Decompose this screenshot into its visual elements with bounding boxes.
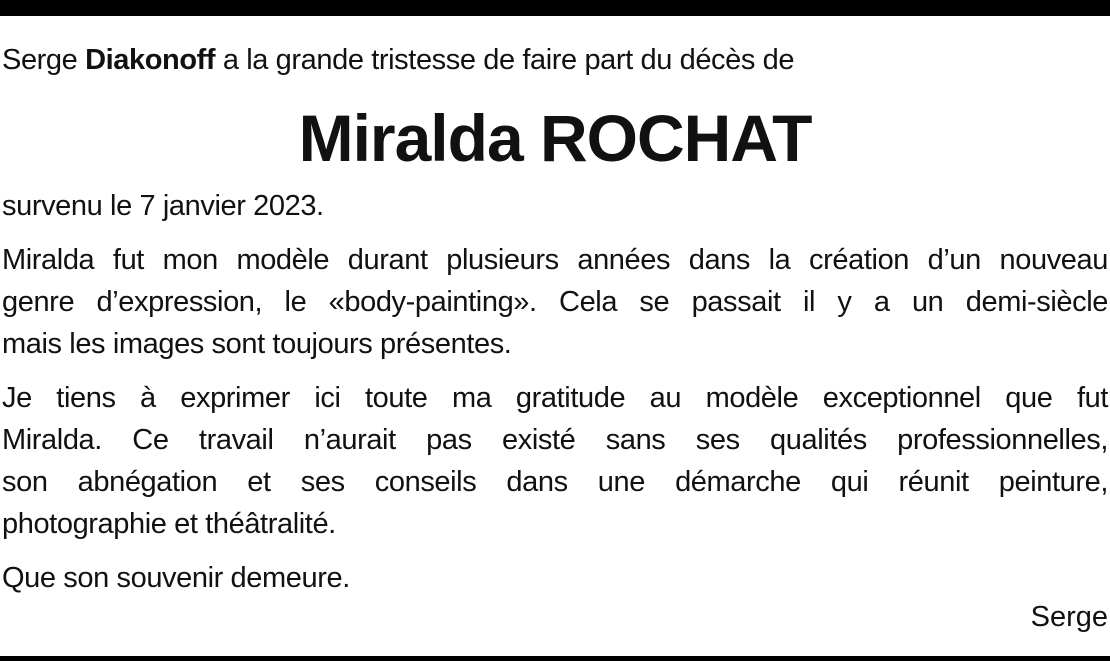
paragraph1-line1: Miralda fut mon modèle durant plusieurs années dans la création d’un nouveau [2, 244, 1108, 276]
paragraph2-line3: son abnégation et ses conseils dans une démarche qui réunit peinture, [2, 466, 1108, 498]
date-line: survenu le 7 janvier 2023. [2, 190, 324, 222]
signature: Serge [1030, 601, 1108, 633]
paragraph2-line4: photographie et théâtralité. [2, 508, 336, 540]
intro-text: a la grande tristesse de faire part du décès de [222, 44, 795, 76]
paragraph2-line2: Miralda. Ce travail n’aurait pas existé sans ses qualités professionnelles, [2, 424, 1108, 456]
bottom-border [0, 656, 1110, 661]
top-border [0, 0, 1110, 16]
intro-line [2, 43, 1108, 77]
paragraph2-line1: Je tiens à exprimer ici toute ma gratitude au modèle exceptionnel que fut [2, 382, 1108, 414]
intro-last-name: Diakonoff [85, 44, 216, 76]
paragraph1-line2: genre d’expression, le «body-painting». Cela se passait il y a un demi-siècle [2, 286, 1108, 318]
paragraph1-line3: mais les images sont toujours présentes. [2, 328, 512, 360]
deceased-name: Miralda ROCHAT [298, 101, 812, 175]
intro-first-name: Serge [2, 44, 78, 76]
closing-line: Que son souvenir demeure. [2, 562, 350, 594]
